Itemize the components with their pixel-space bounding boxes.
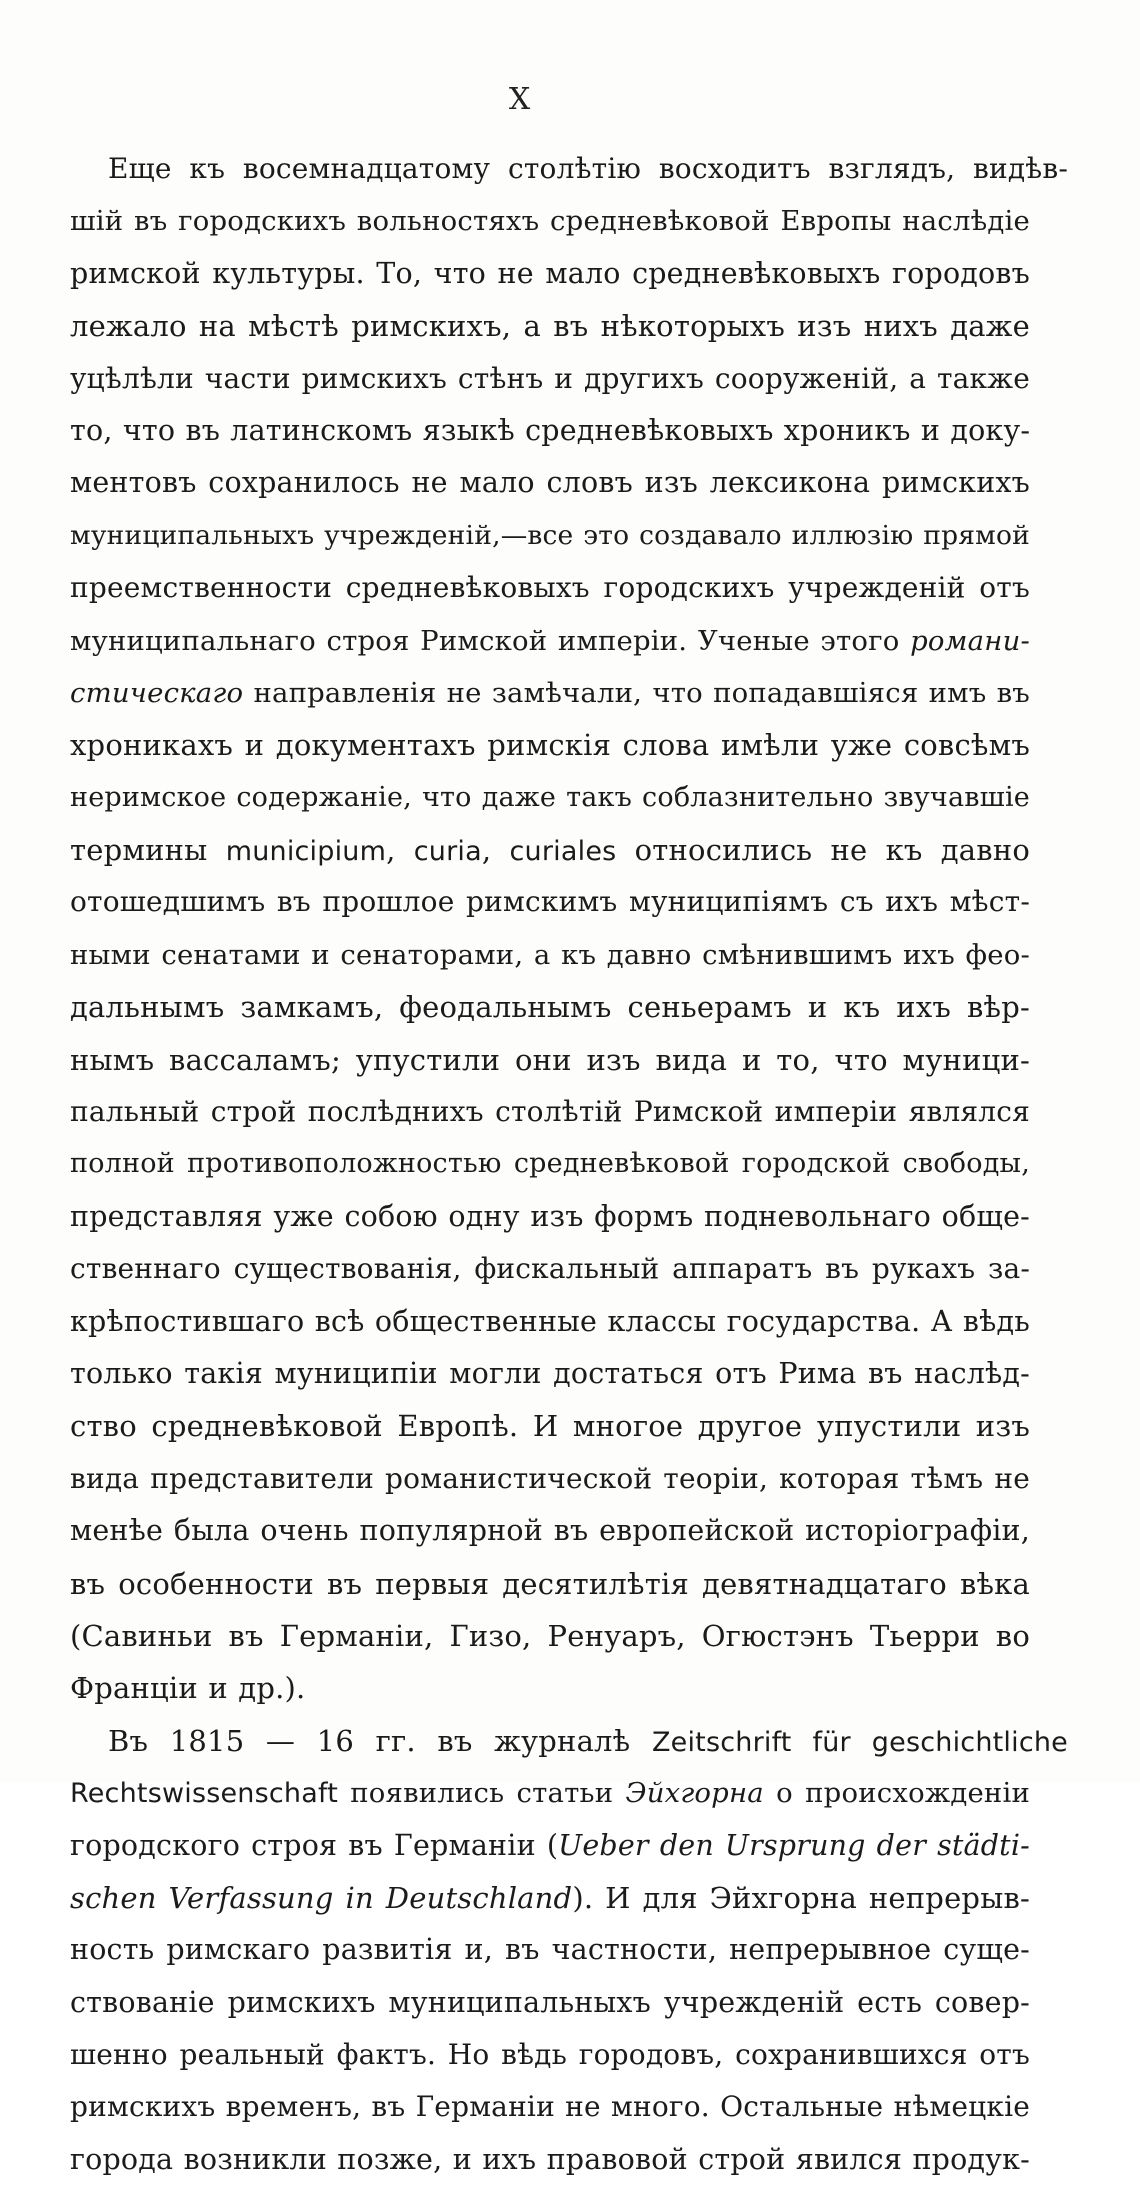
text-line: шенно реальный фактъ. Но вѣдь городовъ, сохранившихся отъ: [70, 2038, 1030, 2072]
text-line: шій въ городскихъ вольностяхъ средневѣковой Европы наслѣдіе: [70, 205, 1030, 238]
text-line: стическаго направленія не замѣчали, что попадавшіяся имъ въ: [70, 676, 1030, 709]
text-line: ными сенатами и сенаторами, а къ давно смѣнившимъ ихъ фео-: [70, 938, 1030, 971]
italic-term: романи-: [910, 624, 1030, 657]
text-line: только такія муниципіи могли достаться отъ Рима въ наслѣд-: [70, 1356, 1030, 1390]
text-line: ментовъ сохранилось не мало словъ изъ лексикона римскихъ: [70, 466, 1030, 500]
text-line: отошедшимъ въ прошлое римскимъ муниципіямъ съ ихъ мѣст-: [70, 885, 1030, 919]
text-line: менѣе была очень популярной въ европейской исторіографіи,: [70, 1514, 1030, 1548]
paragraph-2: [70, 1715, 1068, 2186]
text-line: римской культуры. То, что не мало средневѣковыхъ городовъ: [70, 256, 1030, 290]
text-line: преемственности средневѣковыхъ городскихъ учрежденій отъ: [70, 571, 1030, 605]
text-line: Rechtswissenschaft появились статьи Эйхгорна о происхожденіи: [70, 1777, 1030, 1810]
page-number: X: [508, 82, 532, 117]
text-line: ственнаго существованія, фискальный аппаратъ въ рукахъ за-: [70, 1252, 1030, 1286]
text-line: Еще къ восемнадцатому столѣтію восходитъ взглядъ, видѣв-: [108, 152, 1068, 185]
text-line: Въ 1815 — 16 гг. въ журналѣ Zeitschrift für geschichtliche: [108, 1723, 1068, 1758]
italic-term: Эйхгорна: [625, 1777, 764, 1810]
text-line: ность римскаго развитія и, въ частности, непрерывное суще-: [70, 1933, 1030, 1967]
latin-term: municipium: [225, 836, 387, 868]
text-line: ство средневѣковой Европѣ. И многое другое упустили изъ: [70, 1409, 1030, 1444]
text-line: Франціи и др.).: [70, 1671, 306, 1706]
text-line: schen Verfassung in Deutschland). И для Эйхгорна непрерыв-: [70, 1880, 1030, 1915]
latin-term: Rechtswissenschaft: [70, 1778, 338, 1810]
italic-term: schen Verfassung in Deutschland: [70, 1880, 573, 1915]
text-line: (Савиньи въ Германіи, Гизо, Ренуаръ, Огюстэнъ Тьерри во: [70, 1618, 1030, 1653]
text-line: дальнымъ замкамъ, феодальнымъ сеньерамъ и къ ихъ вѣр-: [70, 990, 1030, 1025]
text-line: хроникахъ и документахъ римскія слова имѣли уже совсѣмъ: [70, 728, 1030, 763]
text-line: полной противоположностью средневѣковой городской свободы,: [70, 1148, 1030, 1180]
text-line: въ особенности въ первыя десятилѣтія девятнадцатаго вѣка: [70, 1566, 1030, 1601]
text-line: представляя уже собою одну изъ формъ подневольнаго обще-: [70, 1199, 1030, 1233]
text-line: ствованіе римскихъ муниципальныхъ учрежденій есть совер-: [70, 1985, 1030, 2019]
text-line: лежало на мѣстѣ римскихъ, а въ нѣкоторыхъ изъ нихъ даже: [70, 309, 1030, 344]
text-line: уцѣлѣли части римскихъ стѣнъ и другихъ сооруженій, а также: [70, 361, 1030, 395]
text-line: города возникли позже, и ихъ правовой строй явился продук-: [70, 2142, 1030, 2176]
latin-term: Zeitschrift für geschichtliche: [651, 1726, 1068, 1758]
text-line: нымъ вассаламъ; упустили они изъ вида и то, что муници-: [70, 1042, 1030, 1077]
paragraph-1: [70, 143, 1068, 1715]
text-line: муниципальныхъ учрежденій,—все это создавало иллюзію прямой: [70, 519, 1030, 551]
text-line: римскихъ временъ, въ Германіи не много. Остальные нѣмецкіе: [70, 2090, 1030, 2124]
text-line: вида представители романистической теоріи, которая тѣмъ не: [70, 1461, 1030, 1495]
text-line: крѣпостившаго всѣ общественные классы государства. А вѣдь: [70, 1304, 1030, 1338]
text-line: то, что въ латинскомъ языкѣ средневѣковыхъ хроникъ и доку-: [70, 413, 1031, 447]
italic-term: Ueber den Ursprung der städti-: [558, 1828, 1030, 1862]
text-line: муниципальнаго строя Римской имперіи. Ученые этого романи-: [70, 624, 1030, 657]
body-text: [70, 143, 1068, 2186]
latin-term: curiales: [509, 836, 617, 868]
text-line: городского строя въ Германіи (Ueber den Ursprung der städti-: [70, 1828, 1030, 1862]
text-line: термины municipium, curia, curiales относились не къ давно: [70, 833, 1031, 868]
latin-term: curia: [413, 836, 482, 868]
text-line: неримское содержаніе, что даже такъ соблазнительно звучавшіе: [70, 781, 1030, 813]
text-line: пальный строй послѣднихъ столѣтій Римской имперіи являлся: [70, 1095, 1030, 1129]
italic-term: стическаго: [70, 676, 244, 709]
